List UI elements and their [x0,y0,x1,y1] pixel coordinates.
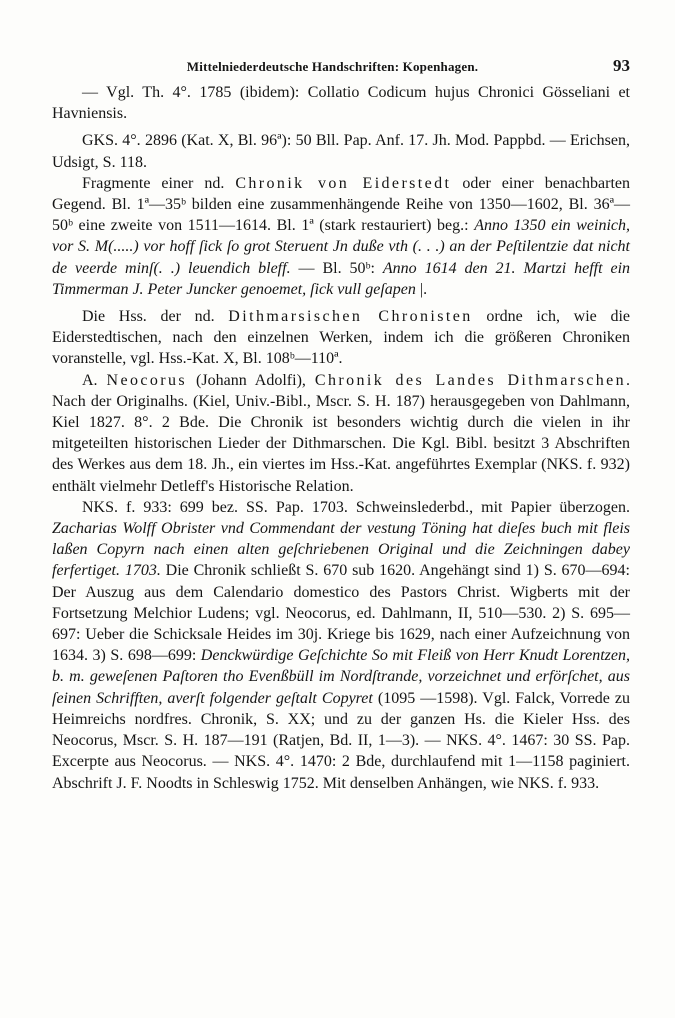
eiderstedt-quote-begin: Anno 1350 ein weinich, vor S. M(.....) vor hoff ſick ſo grot Steruent Jn duße vth (. . .) an der Peſtilentzie dat nicht de veerde minſ(. .) leuendich bleff. [52,217,630,277]
eiderstedt-text-e: — Bl. 50ᵇ: [290,259,383,277]
eiderstedt-quote-end: Anno 1614 den 21. Martzi hefft ein Timmerman J. Peter Juncker genoemet, ſick vull geſapen [52,259,631,298]
nks-933-quote-lorentzen: Denckwürdige Geſchichte So mit Fleiß von Herr Knudt Lorentzen, b. m. geweſenen Paſtoren tho Evenßbüll im Nordſtrande, vorzeichnet und erförſchet, aus ſeinen Schrifften, averſt folgender geſtalt Copyret [52,647,630,707]
paragraph-neocorus [52,370,630,497]
paragraph-gks-2896-text: GKS. 4°. 2896 (Kat. X, Bl. 96ª): 50 Bll. Pap. Anf. 17. Jh. Mod. Pappbd. — Erichsen, Udsigt, S. 118. [52,132,630,171]
eiderstedt-text-g: |. [415,280,428,298]
paragraph-eiderstedt-fragments [52,173,630,300]
paragraph-dithmarsian-chroniclers [52,306,630,370]
paragraph-nks-933 [52,497,630,794]
eiderstedt-text-c: oder einer benachbarten Gegend. Bl. 1ª—35ᵇ bilden eine zusammenhängende Reihe von 1350—1602, Bl. 36ª—50ᵇ eine zweite von 1511—1614. Bl. 1ª (stark restauriert) beg.: [52,174,630,235]
document-page [52,56,630,794]
eiderstedt-chronicle-title: Chronik von Eiderstedt [235,174,452,192]
nks-933-quote-wolff: Zacharias Wolff Obrister vnd Commendant der vestung Töning hat dieſes buch mit fleis laßen Copyrn nach einen alten geſchriebenen Original und die Zeichningen dabey ferfertiget. 1703. [52,520,630,580]
neocorus-text-a: A. [82,371,107,389]
neocorus-text-e: . Nach der Originalhs. (Kiel, Univ.-Bibl., Mscr. S. H. 187) herausgegeben von Dahlmann, Kiel 1827. 8°. 2 Bde. Die Chronik ist besonders wichtig durch die vielen in ihr mitgeteilten historischen Lieder der Dithmarschen. Die Kgl. Bibl. besitzt 3 Abschriften des Werkes aus dem 18. Jh., ein viertes im Hss.-Kat. angeführtes Exemplar (NKS. f. 932) enthält vielmehr Detleff's Historische Relation. [52,371,630,495]
page-number: 93 [613,56,630,75]
page-body [52,82,630,794]
eiderstedt-text-a: Fragmente einer nd. [82,174,236,192]
paragraph-vgl [52,82,630,124]
running-title: Mittelniederdeutsche Handschriften: Kopenhagen. [186,59,479,74]
paragraph-gks-2896 [52,130,630,172]
neocorus-text-c: (Johann Adolfi), [187,371,315,389]
paragraph-vgl-text: — Vgl. Th. 4°. 1785 (ibidem): Collatio Codicum hujus Chronici Gösseliani et Havniensis. [52,84,630,123]
dithmarsian-chroniclers-title: Dithmarsischen Chronisten [228,308,473,326]
nks-933-text-e: (1095 —1598). Vgl. Falck, Vorrede zu Heimreichs nordfres. Chronik, S. XX; und zu der ganzen Hs. die Kieler Hss. des Neocorus, Mscr. S. H. 187—191 (Ratjen, Bd. II, 1—3). — NKS. 4°. 1467: 30 SS. Pap. Excerpte aus Neocorus. — NKS. 4°. 1470: 2 Bde, durchlaufend mit 1—1158 paginiert. Abschrift J. F. Noodts in Schleswig 1752. Mit denselben Anhängen, wie NKS. f. 933. [52,689,631,792]
nks-933-text-a: NKS. f. 933: 699 bez. SS. Pap. 1703. Schweinslederbd., mit Papier überzogen. [82,498,630,516]
neocorus-name: Neocorus [106,371,188,389]
nks-933-text-c: Die Chronik schließt S. 670 sub 1620. Angehängt sind 1) S. 670—694: Der Auszug aus dem Calendario domestico des Pastors Christ. Wigberts mit der Fortsetzung Melchior Ludens; vgl. Neocorus, ed. Dahlmann, II, 510—530. 2) S. 695—697: Ueber die Schicksale Heides im 30j. Kriege bis 1629, nach einer Aufzeichnung von 1634. 3) S. 698—699: [52,562,630,665]
dithmarsian-text-a: Die Hss. der nd. [82,308,229,326]
page-header [52,56,630,82]
dithmarsian-text-c: ordne ich, wie die Eiderstedtischen, nach den einzelnen Werken, indem ich die größeren Chroniken voranstelle, vgl. Hss.-Kat. X, Bl. 108ᵇ—110ª. [52,308,630,368]
neocorus-chronicle-title: Chronik des Landes Dithmarschen [314,371,626,389]
